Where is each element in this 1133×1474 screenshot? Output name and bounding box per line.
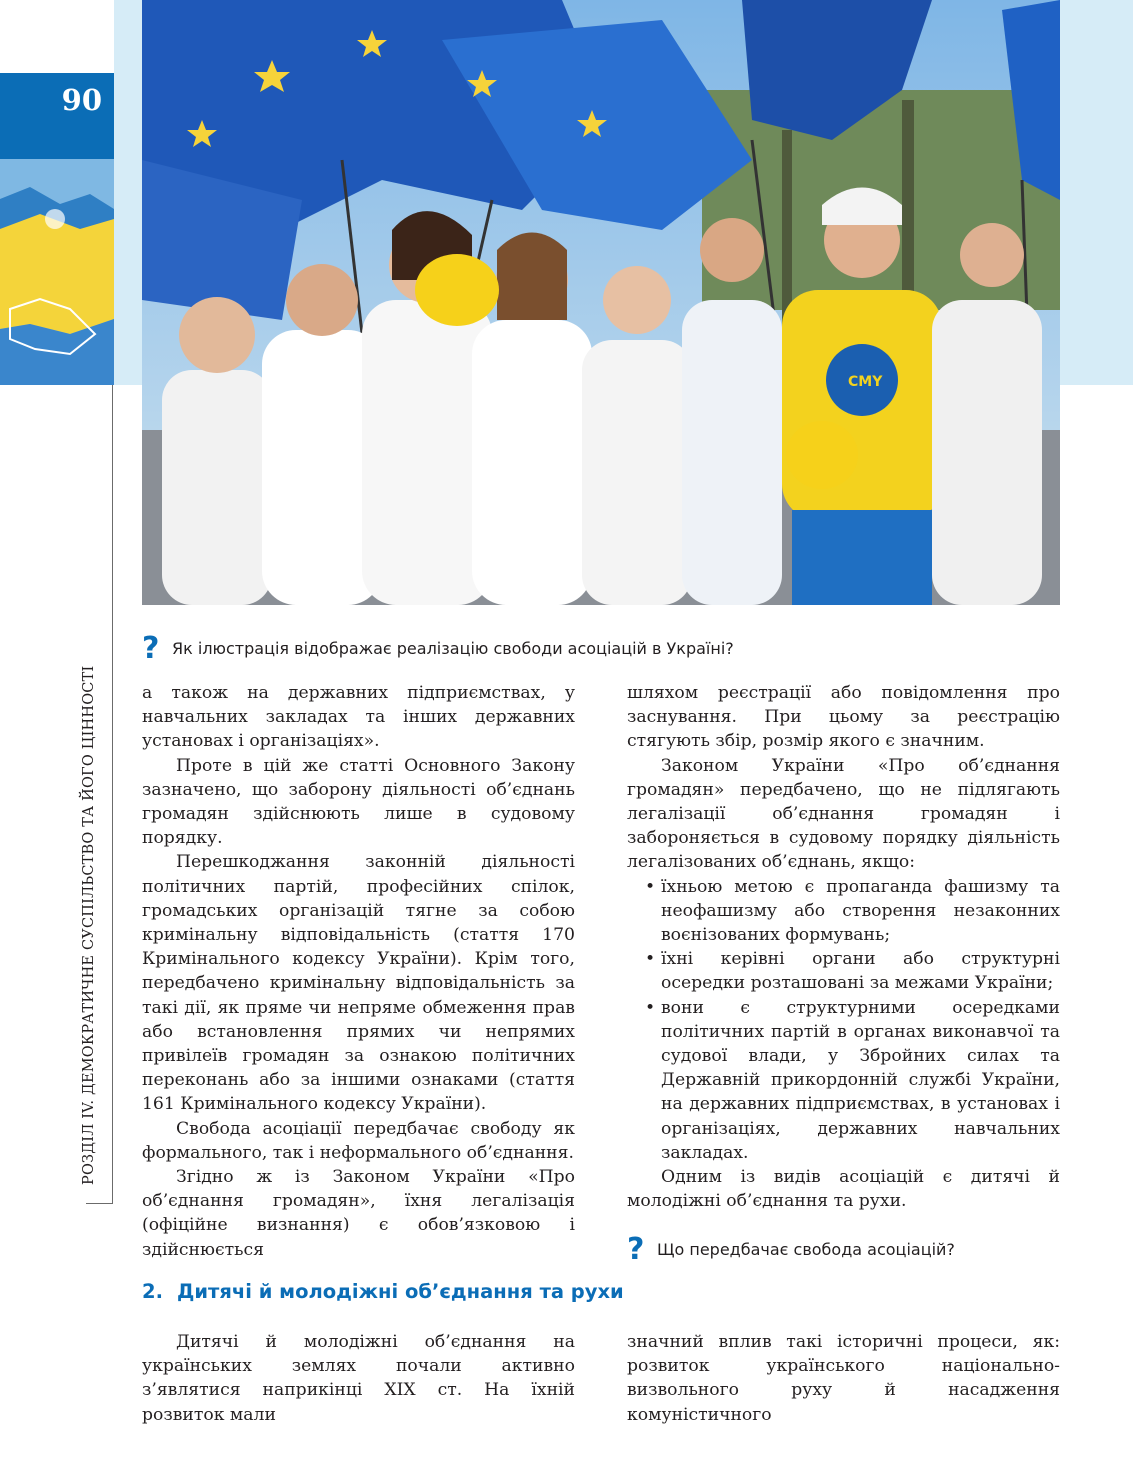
map-flag-icon [0,159,114,385]
section-label: РОЗДІЛ IV. ДЕМОКРАТИЧНЕ СУСПІЛЬСТВО ТА ЙОГО ЦІННОСТІ [81,665,97,1185]
left-column [142,681,575,1262]
conditions-list [627,875,1060,1165]
section-2-right-column [627,1330,1060,1427]
section-divider-line [112,385,113,1203]
yellow-balloon-icon [415,254,499,326]
section-divider-tick [86,1203,113,1204]
question-mark-icon: ? [142,631,160,666]
section-2-right-paragraph: значний вплив такі історичні процеси, як: розвиток українського національно-визвольного руху й насадження комуністичного [627,1332,1060,1425]
question-2 [627,1232,955,1267]
ukraine-map-decoration [0,159,114,385]
right-paragraph-1: шляхом реєстрації або повідомлення про заснування. При цьому за реєстрацію стягують збір, розмір якого є значним. [627,683,1060,752]
page-number-tab [0,73,114,159]
section-2-left-column [142,1330,575,1427]
question-1-text: Як ілюстрація відображає реалізацію свободи асоціацій в Україні? [172,639,734,658]
question-2-text: Що передбачає свобода асоціацій? [657,1240,955,1259]
left-paragraph-1: а також на державних підприємствах, у навчальних закладах та інших державних установах і організаціях». [142,683,575,752]
section-2-number: 2. [142,1280,163,1303]
section-2-heading [142,1280,624,1303]
page-number: 90 [61,83,102,117]
left-paragraph-2: Проте в цій же статті Основного Закону зазначено, що заборону діяльності об’єднань громадян здійснюють лише в судовому порядку. [142,755,575,849]
question-1 [142,631,734,666]
right-paragraph-3: Одним із видів асоціацій є дитячі й молодіжні об’єднання та рухи. [627,1167,1060,1212]
shirt-logo-text: CMY [848,374,883,390]
rally-illustration [142,0,1060,605]
list-item: • вони є структурними осередками політичних партій в органах виконавчої та судової влади, у Збройних силах та Державній прикордонній службі України, на державних підприємствах, в установах і організаціях, державних навчальних закладах. [627,996,1060,1165]
left-paragraph-5: Згідно ж із Законом України «Про об’єднання громадян», їхня легалізація (офіційне визнання) є обов’язковою і здійснюється [142,1167,575,1260]
list-item: • їхні керівні органи або структурні осередки розташовані за межами України; [627,947,1060,995]
section-2-left-paragraph: Дитячі й молодіжні об’єднання на українських землях почали активно з’являтися наприкінці XIX ст. На їхній розвиток мали [142,1332,575,1425]
right-paragraph-2: Законом України «Про об’єднання громадян» передбачено, що не підлягають легалізації об’єднання громадян і забороняється в судовому порядку діяльність легалізованих об’єднань, якщо: [627,755,1060,873]
right-column [627,681,1060,1213]
left-paragraph-4: Свобода асоціації передбачає свободу як формального, так і неформального об’єднання. [142,1118,575,1163]
question-mark-icon: ? [627,1232,645,1267]
youth-rally-photo [142,0,1060,605]
list-item: • їхньою метою є пропаганда фашизму та неофашизму або створення незаконних воєнізованих формувань; [627,875,1060,948]
left-paragraph-3: Перешкоджання законній діяльності політичних партій, професійних спілок, громадських організацій тягне за собою кримінальну відповідальність (стаття 170 Кримінального кодексу України). Крім того, передбачено кримінальну відповідальність за такі дії, як пряме чи непряме обмеження прав або встановлення прямих чи непрямих привілеїв громадян за ознакою політичних переконань або за іншими ознаками (стаття 161 Кримінального кодексу України). [142,852,575,1115]
section-2-title: Дитячі й молодіжні об’єднання та рухи [176,1280,624,1303]
